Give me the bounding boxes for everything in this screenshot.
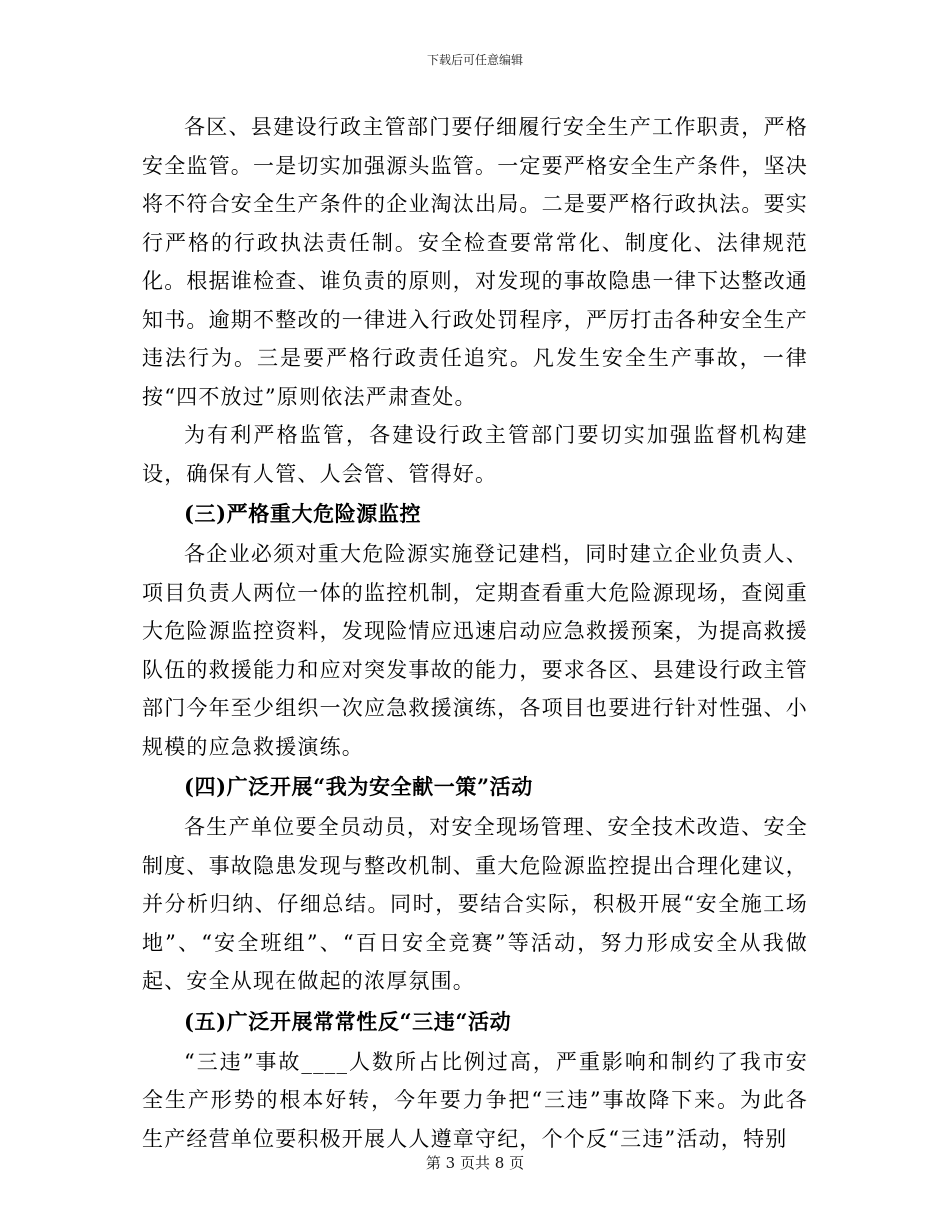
- page-number: 第 3 页共 8 页: [425, 1154, 525, 1172]
- paragraph-safety-suggestions: 各生产单位要全员动员，对安全现场管理、安全技术改造、安全制度、事故隐患发现与整改机制、重大危险源监控提出合理化建议，并分析归纳、仔细总结。同时，要结合实际，积极开展“安全施工场地”、“安全班组”、“百日安全竞赛”等活动，努力形成安全从我做起、安全从现在做起的浓厚氛围。: [142, 815, 808, 993]
- section-heading-4: (四)广泛开展“我为安全献一策”活动: [184, 774, 533, 799]
- section-heading-3: (三)严格重大危险源监控: [184, 501, 422, 526]
- page-header: 下载后可任意编辑: [426, 53, 523, 67]
- document-body: [142, 108, 808, 1158]
- paragraph-three-violations: “三违”事故____人数所占比例过高，严重影响和制约了我市安全生产形势的根本好转，今年要力争把“三违”事故降下来。为此各生产经营单位要积极开展人人遵章守纪，个个反“三违”活动，特别: [142, 1049, 808, 1151]
- section-heading-5: (五)广泛开展常常性反“三违“活动: [184, 1008, 512, 1034]
- paragraph-hazard-monitoring: 各企业必须对重大危险源实施登记建档，同时建立企业负责人、项目负责人两位一体的监控机制，定期查看重大危险源现场，查阅重大危险源监控资料，发现险情应迅速启动应急救援预案，为提高救援队伍的救援能力和应对突发事故的能力，要求各区、县建设行政主管部门今年至少组织一次应急救援演练，各项目也要进行针对性强、小规模的应急救援演练。: [142, 542, 808, 759]
- paragraph-supervision-agencies: 为有利严格监管，各建设行政主管部门要切实加强监督机构建设，确保有人管、人会管、管得好。: [142, 423, 808, 486]
- paragraph-supervision-duties: 各区、县建设行政主管部门要仔细履行安全生产工作职责，严格安全监管。一是切实加强源头监管。一定要严格安全生产条件，坚决将不符合安全生产条件的企业淘汰出局。二是要严格行政执法。要实行严格的行政执法责任制。安全检查要常常化、制度化、法律规范化。根据谁检查、谁负责的原则，对发现的事故隐患一律下达整改通知书。逾期不整改的一律进入行政处罚程序，严厉打击各种安全生产违法行为。三是要严格行政责任追究。凡发生安全生产事故，一律按“四不放过”原则依法严肃查处。: [142, 115, 808, 409]
